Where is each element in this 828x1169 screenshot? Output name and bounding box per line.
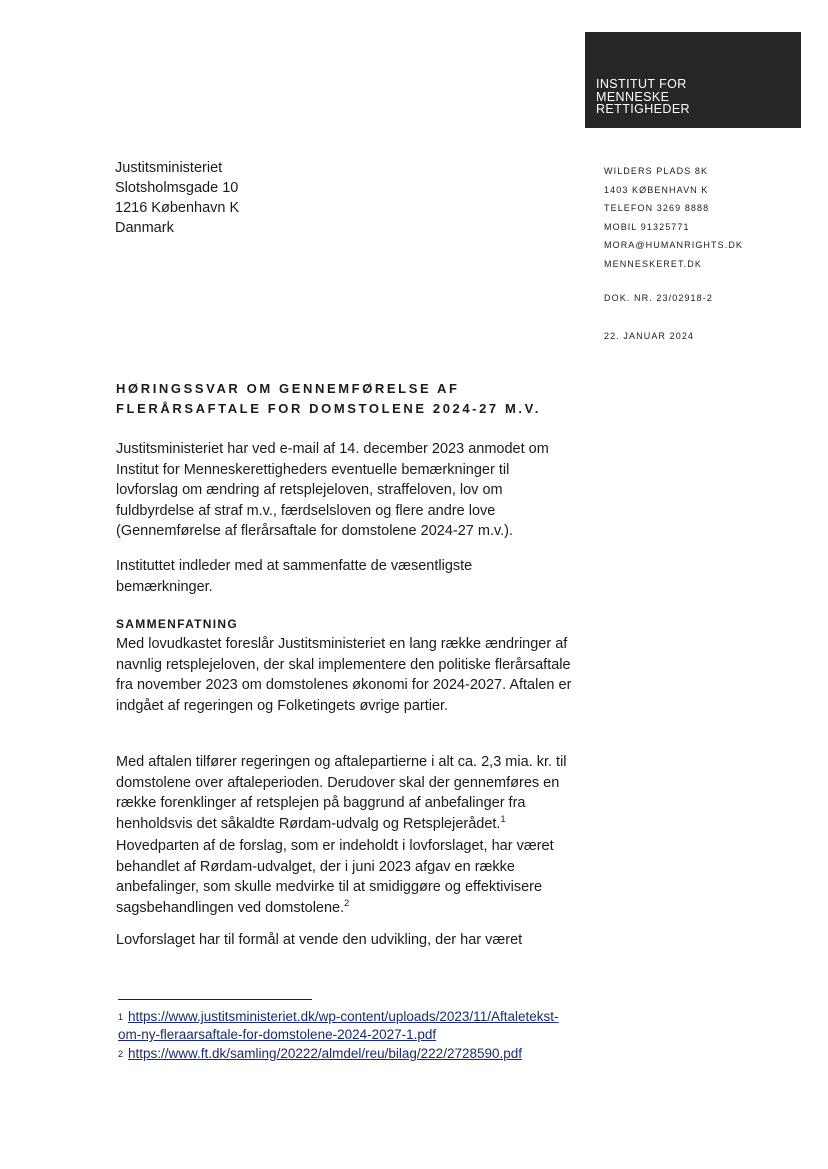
text-line: fra november 2023 om domstolenes økonomi for 2024-2027. Aftalen er (116, 677, 572, 693)
footnote-link-continued[interactable]: om-ny-fleraarsaftale-for-domstolene-2024-2027-1.pdf (118, 1027, 437, 1042)
logo-line: RETTIGHEDER (596, 102, 690, 116)
text-line: Instituttet indleder med at sammenfatte de væsentligste (116, 558, 473, 574)
text-line: række forenklinger af retsplejen på baggrund af anbefalinger fra (116, 795, 526, 811)
text-line-content: henholdsvis det såkaldte Rørdam-udvalg og Retsplejerådet. (116, 815, 501, 832)
text-line: lovforslag om ændring af retsplejeloven, straffeloven, lov om (116, 482, 503, 498)
title-line: HØRINGSSVAR OM GENNEMFØRELSE AF (116, 381, 460, 396)
sender-city: 1403 KØBENHAVN K (604, 184, 709, 195)
footnote-2 (118, 1045, 522, 1063)
text-line: Hovedparten af de forslag, som er indeholdt i lovforslaget, har været (116, 838, 554, 854)
text-line: Med lovudkastet foreslår Justitsministeriet en lang række ændringer af (116, 636, 568, 652)
footnote-divider (118, 999, 312, 1000)
sender-website[interactable]: MENNESKERET.DK (604, 258, 702, 269)
footnote-number: 1 (118, 1012, 124, 1022)
recipient-country: Danmark (115, 220, 174, 236)
sender-contact (604, 162, 743, 274)
text-line: (Gennemførelse af flerårsaftale for domstolene 2024-27 m.v.). (116, 523, 514, 539)
text-line: Lovforslaget har til formål at vende den udvikling, der har været (116, 932, 523, 948)
logo-line: MENNESKE (596, 89, 670, 104)
intro-paragraph (116, 439, 549, 542)
footnote-ref[interactable]: 1 (500, 813, 506, 824)
text-line: bemærkninger. (116, 578, 213, 595)
text-line: domstolene over aftaleperioden. Derudover skal der gennemføres en (116, 774, 560, 791)
recipient-address (115, 158, 239, 238)
text-line: Med aftalen tilfører regeringen og aftalepartierne i alt ca. 2,3 mia. kr. til (116, 754, 567, 770)
document-title (116, 379, 541, 419)
intro-paragraph-2 (116, 556, 472, 597)
footnote-link[interactable]: https://www.ft.dk/samling/20222/almdel/reu/bilag/222/2728590.pdf (128, 1046, 523, 1061)
document-date: 22. JANUAR 2024 (604, 331, 695, 341)
recipient-street: Slotsholmsgade 10 (115, 180, 239, 196)
text-line (116, 898, 554, 919)
footnote-1 (118, 1008, 558, 1044)
last-paragraph (116, 930, 522, 951)
text-line: Justitsministeriet har ved e-mail af 14. december 2023 anmodet om (116, 441, 549, 457)
text-line: navnlig retsplejeloven, der skal implementere den politiske flerårsaftale (116, 656, 571, 673)
document-number: DOK. NR. 23/02918-2 (604, 293, 713, 303)
recipient-city: 1216 København K (115, 200, 240, 216)
summary-heading: SAMMENFATNING (116, 617, 239, 631)
sender-email[interactable]: MORA@HUMANRIGHTS.DK (604, 240, 744, 251)
sender-phone: TELEFON 3269 8888 (604, 203, 710, 214)
text-line: indgået af regeringen og Folketingets øvrige partier. (116, 697, 449, 714)
text-line (116, 814, 567, 835)
footnote-link[interactable]: https://www.justitsministeriet.dk/wp-content/uploads/2023/11/Aftaletekst- (128, 1009, 559, 1024)
sender-address: WILDERS PLADS 8K (604, 166, 709, 176)
summary-paragraph (116, 634, 571, 716)
main-paragraph (116, 836, 554, 918)
text-line: Institut for Menneskerettigheders eventuelle bemærkninger til (116, 461, 510, 478)
footnote-number: 2 (118, 1049, 124, 1059)
funding-paragraph (116, 752, 567, 834)
text-line: anbefalinger, som skulle medvirke til at smidiggøre og effektivisere (116, 879, 543, 895)
logo-line: INSTITUT FOR (596, 77, 687, 91)
sender-mobile: MOBIL 91325771 (604, 221, 690, 232)
title-line: FLERÅRSAFTALE FOR DOMSTOLENE 2024-27 M.V. (116, 401, 541, 416)
text-line-content: sagsbehandlingen ved domstolene. (116, 899, 345, 916)
institute-logo (585, 32, 801, 128)
text-line: fuldbyrdelse af straf m.v., færdselsloven og flere andre love (116, 502, 496, 519)
text-line: behandlet af Rørdam-udvalget, der i juni 2023 afgav en række (116, 858, 515, 875)
footnote-ref[interactable]: 2 (344, 897, 350, 908)
recipient-name: Justitsministeriet (115, 160, 223, 176)
